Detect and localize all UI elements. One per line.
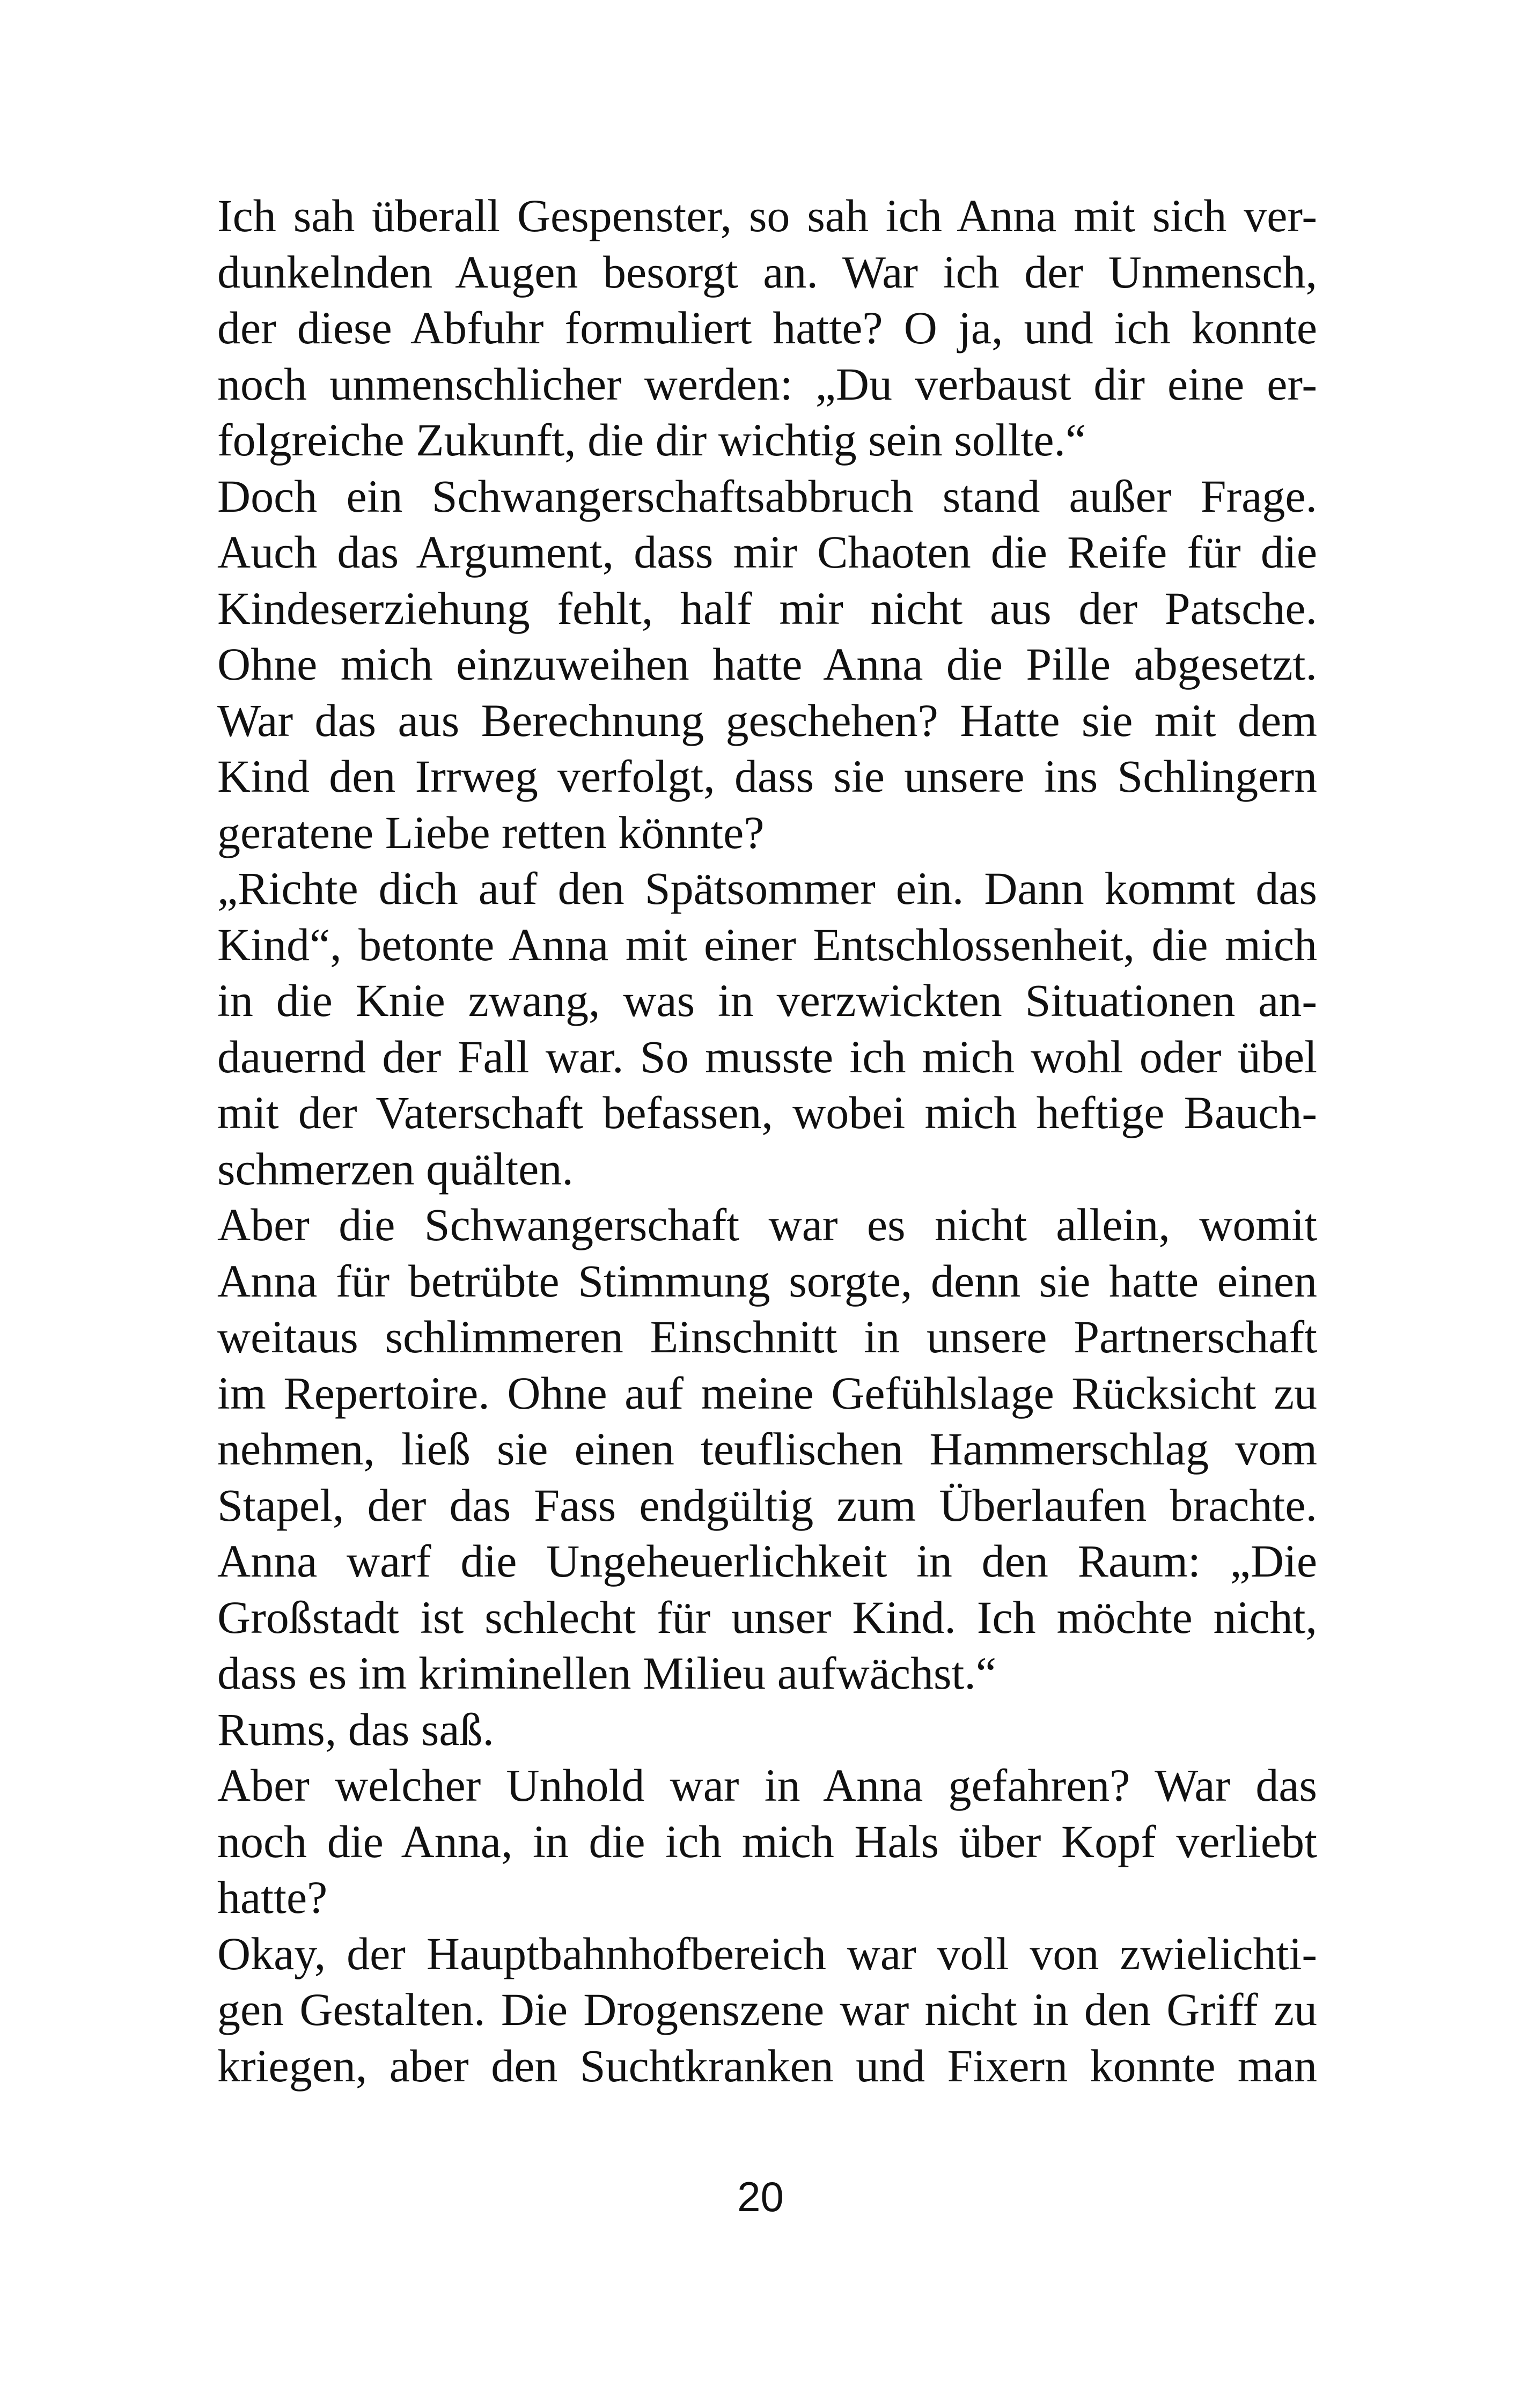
text-line: Anna warf die Ungeheuerlichkeit in den Raum: „Die: [217, 1535, 1317, 1587]
text-line: dunkelnden Augen besorgt an. War ich der Unmensch,: [217, 246, 1317, 298]
text-line: „Richte dich auf den Spätsommer ein. Dann kommt das: [217, 863, 1317, 914]
text-line: noch unmenschlicher werden: „Du verbaust dir eine er-: [217, 358, 1317, 410]
text-line: Kind den Irrweg verfolgt, dass sie unsere ins Schlingern: [217, 750, 1317, 802]
page-number: 20: [737, 2173, 784, 2220]
text-line: Großstadt ist schlecht für unser Kind. Ich möchte nicht,: [217, 1591, 1317, 1643]
text-line: nehmen, ließ sie einen teuflischen Hammerschlag vom: [217, 1423, 1317, 1475]
text-line: noch die Anna, in die ich mich Hals über Kopf verliebt: [217, 1815, 1317, 1867]
text-line: weitaus schlimmeren Einschnitt in unsere Partnerschaft: [217, 1311, 1317, 1363]
text-line: dass es im kriminellen Milieu aufwächst.“: [217, 1647, 997, 1699]
text-line: Auch das Argument, dass mir Chaoten die Reife für die: [217, 526, 1317, 578]
text-line: Aber die Schwangerschaft war es nicht allein, womit: [217, 1199, 1317, 1250]
text-line: Doch ein Schwangerschaftsabbruch stand außer Frage.: [217, 470, 1317, 522]
text-line: Rums, das saß.: [217, 1703, 494, 1755]
text-line: geratene Liebe retten könnte?: [217, 806, 765, 858]
text-line: Stapel, der das Fass endgültig zum Überlaufen brachte.: [217, 1479, 1317, 1531]
text-line: War das aus Berechnung geschehen? Hatte sie mit dem: [217, 694, 1317, 746]
text-line: Kindeserziehung fehlt, half mir nicht aus der Patsche.: [217, 582, 1317, 634]
text-line: Aber welcher Unhold war in Anna gefahren? War das: [217, 1759, 1317, 1811]
text-line: Ohne mich einzuweihen hatte Anna die Pille abgesetzt.: [217, 638, 1317, 690]
text-line: gen Gestalten. Die Drogenszene war nicht in den Griff zu: [217, 1984, 1317, 2035]
text-line: der diese Abfuhr formuliert hatte? O ja, und ich konnte: [217, 302, 1317, 354]
text-line: Okay, der Hauptbahnhofbereich war voll von zwielichti-: [217, 1927, 1317, 1979]
text-line: Ich sah überall Gespenster, so sah ich Anna mit sich ver-: [217, 190, 1317, 241]
text-line: Anna für betrübte Stimmung sorgte, denn sie hatte einen: [217, 1255, 1317, 1307]
text-line: kriegen, aber den Suchtkranken und Fixern konnte man: [217, 2039, 1317, 2092]
text-line: dauernd der Fall war. So musste ich mich wohl oder übel: [217, 1030, 1317, 1083]
text-line: schmerzen quälten.: [217, 1143, 574, 1195]
text-line: Kind“, betonte Anna mit einer Entschlossenheit, die mich: [217, 918, 1317, 970]
text-line: in die Knie zwang, was in verzwickten Situationen an-: [217, 975, 1317, 1026]
text-line: folgreiche Zukunft, die dir wichtig sein sollte.“: [217, 414, 1086, 466]
text-line: mit der Vaterschaft befassen, wobei mich heftige Bauch-: [217, 1087, 1317, 1138]
text-line: hatte?: [217, 1872, 328, 1923]
body-text: [217, 188, 1317, 2094]
text-line: im Repertoire. Ohne auf meine Gefühlslage Rücksicht zu: [217, 1367, 1317, 1419]
